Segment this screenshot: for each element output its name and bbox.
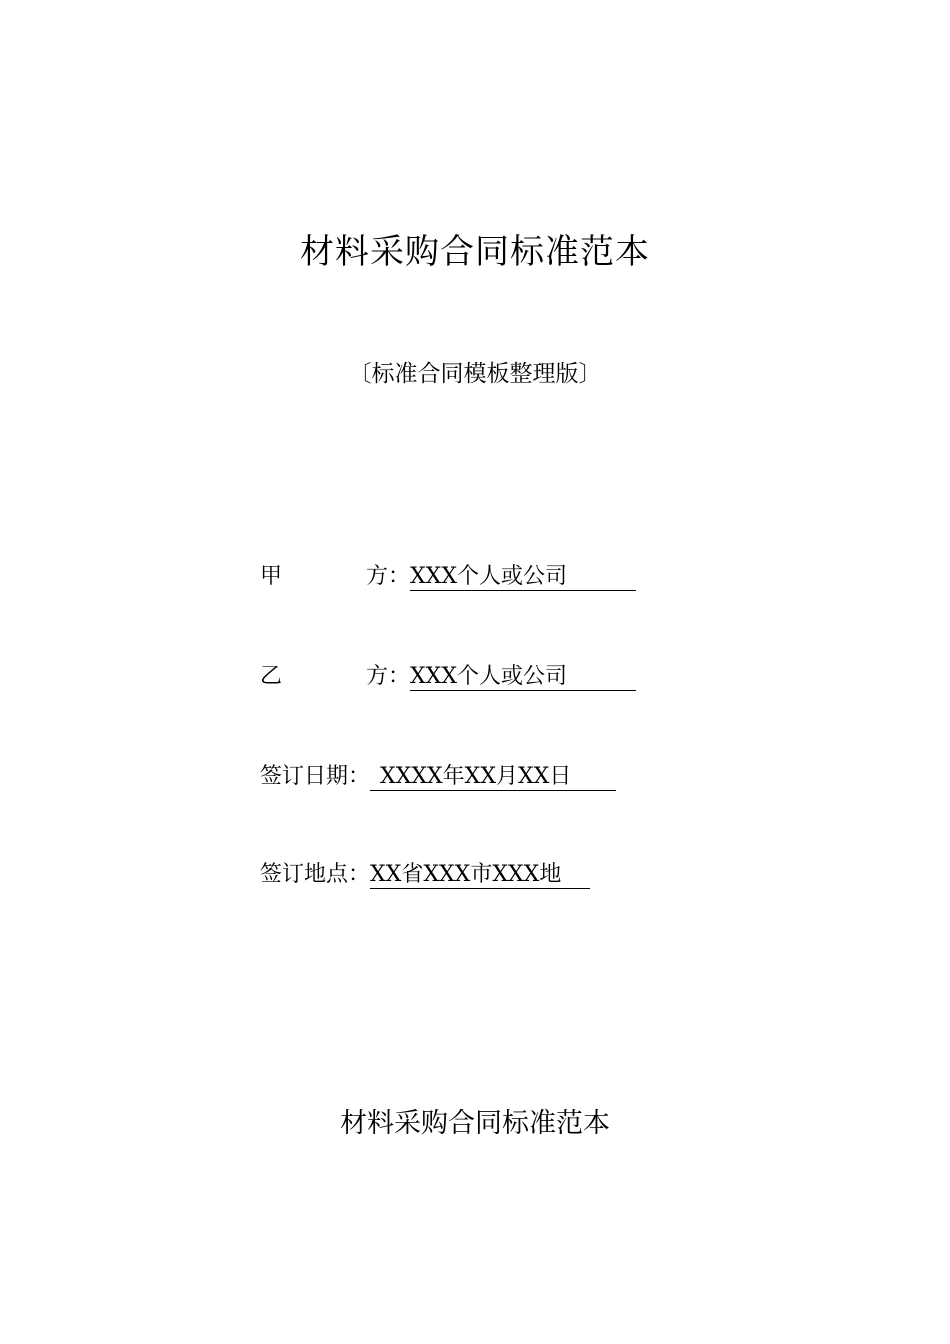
party-b-label (260, 660, 388, 694)
party-a-value: XXX个人或公司 (410, 564, 636, 591)
signing-place-value: XX省XXX市XXX地 (370, 862, 590, 889)
party-a-colon: ： (388, 564, 411, 589)
document-subtitle: 〔标准合同模板整理版〕 (348, 361, 602, 387)
signing-date-label: 签订日期 (260, 764, 349, 789)
party-b-label-last: 方 (365, 664, 388, 689)
signing-place-field (260, 858, 590, 892)
party-a-field (260, 560, 636, 594)
footer-title: 材料采购合同标准范本 (340, 1108, 610, 1139)
party-a-label-last: 方 (365, 564, 388, 589)
party-a-label (260, 560, 388, 594)
signing-date-field (260, 760, 616, 794)
party-a-label-first: 甲 (260, 564, 283, 589)
signing-place-label: 签订地点 (260, 862, 349, 887)
document-title: 材料采购合同标准范本 (300, 232, 650, 272)
signing-date-value: XXXX年XX月XX日 (370, 764, 616, 791)
signing-date-colon: ： (348, 764, 371, 789)
signing-place-colon: ： (348, 862, 371, 887)
party-b-colon: ： (388, 664, 411, 689)
party-b-label-first: 乙 (260, 664, 283, 689)
party-b-value: XXX个人或公司 (410, 664, 636, 691)
party-b-field (260, 660, 636, 694)
